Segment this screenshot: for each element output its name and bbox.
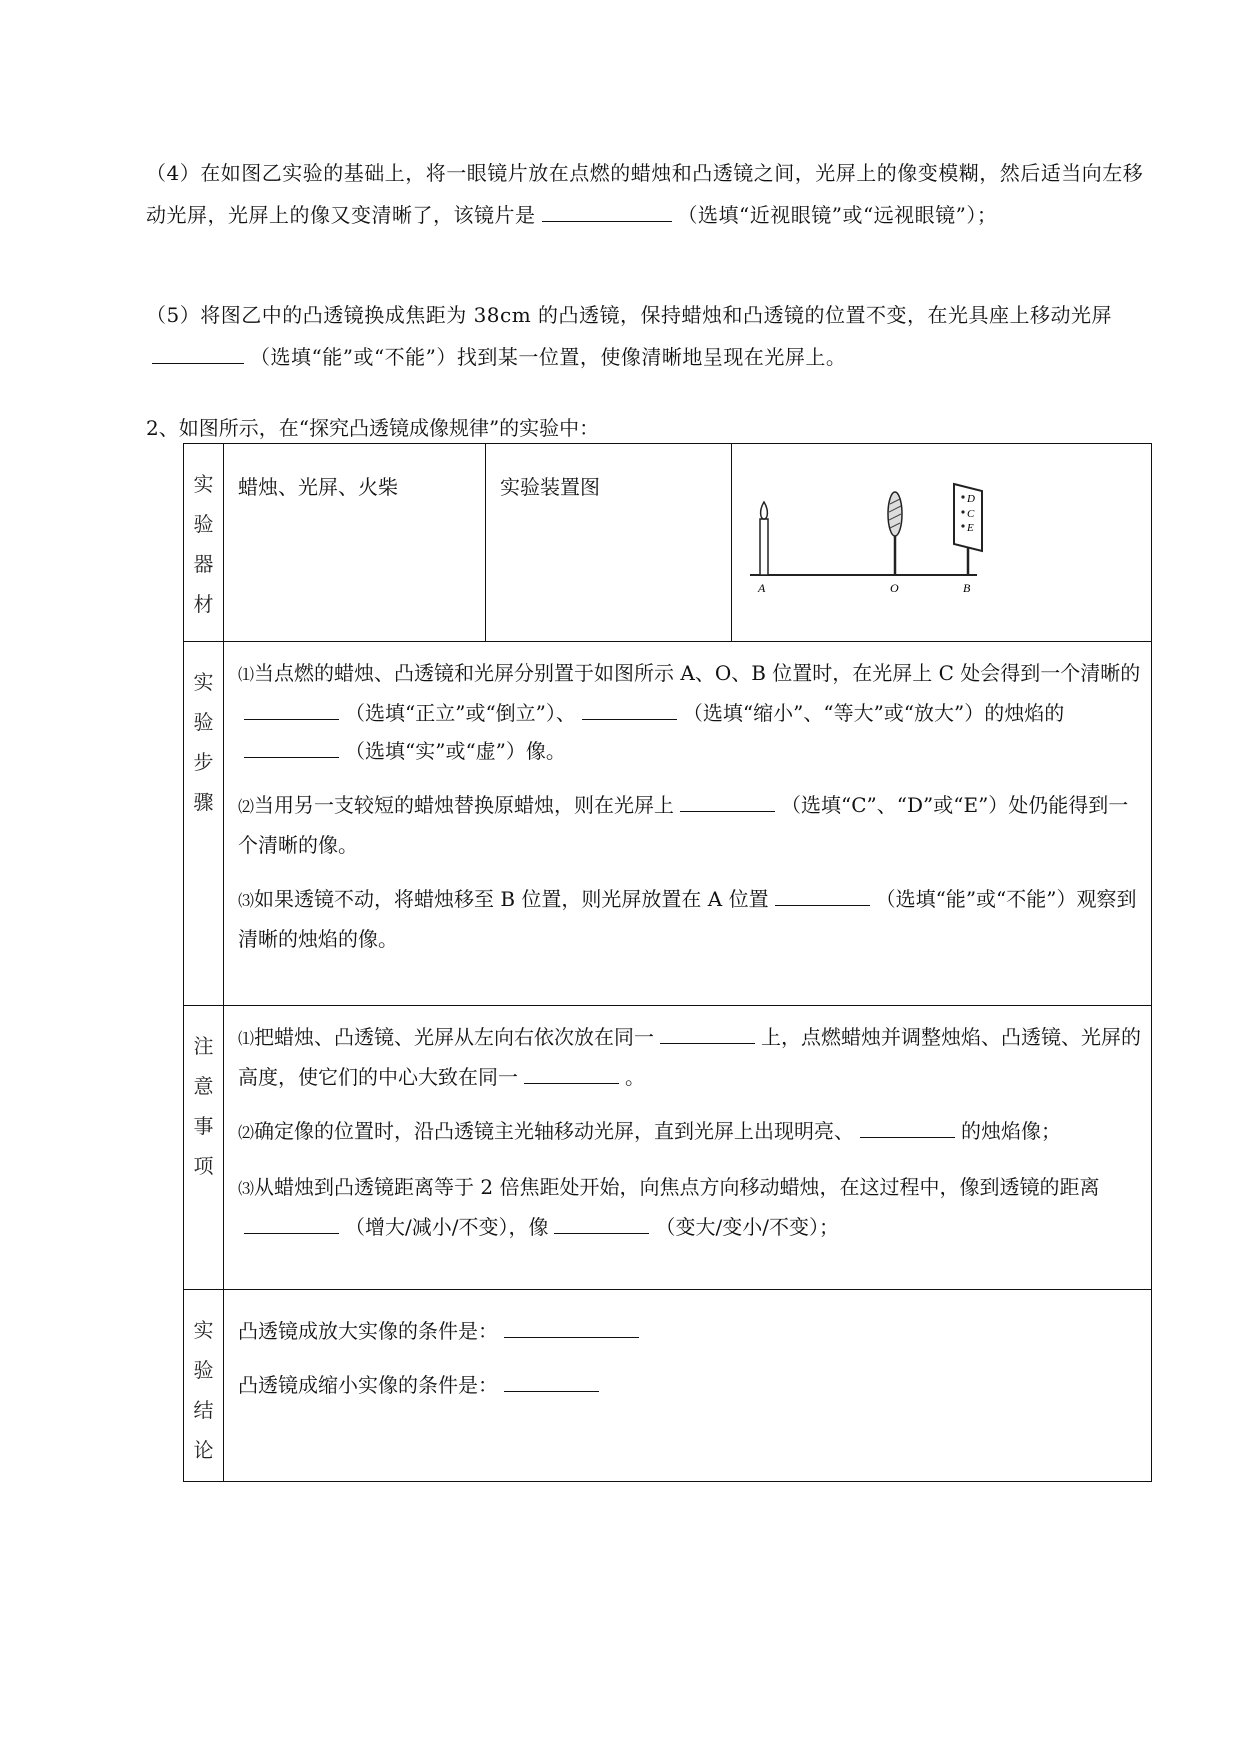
row-head-materials: 实 验 器 材 [184,444,224,642]
question-5-text: （5）将图乙中的凸透镜换成焦距为 38cm 的凸透镜，保持蜡烛和凸透镜的位置不变，在光具座上移动光屏 [146,303,1113,327]
label-c: C [967,508,975,520]
conclusion-1: 凸透镜成放大实像的条件是： [238,1312,1141,1350]
answer-blank-step1-c[interactable] [244,733,339,758]
note-3: ⑶从蜡烛到凸透镜距离等于 2 倍焦距处开始，向焦点方向移动蜡烛，在这过程中，像到透镜的距离（增大/减小/不变），像 （变大/变小/不变）； [238,1175,1100,1239]
conclusion-cell [224,1290,1152,1482]
note-2: ⑵确定像的位置时，沿凸透镜主光轴移动光屏，直到光屏上出现明亮、 的烛焰像； [238,1112,1141,1152]
note-1: ⑴把蜡烛、凸透镜、光屏从左向右依次放在同一 上，点燃蜡烛并调整烛焰、凸透镜、光屏的高度，使它们的中心大致在同一 。 [238,1018,1141,1096]
step-2: ⑵当用另一支较短的蜡烛替换原蜡烛，则在光屏上 （选填“C”、“D”或“E”）处仍能得到一个清晰的像。 [238,786,1141,864]
steps-cell [224,642,1152,1006]
answer-blank-step1-a[interactable] [244,695,339,720]
label-b: B [963,581,971,595]
question-4-text-tail: （选填“近视眼镜”或“远视眼镜”）； [677,203,998,227]
row-materials [184,444,1152,642]
label-e: E [967,522,974,534]
answer-blank-note3-b[interactable] [554,1209,649,1234]
step-1: ⑴当点燃的蜡烛、凸透镜和光屏分别置于如图所示 A、O、B 位置时，在光屏上 C 处会得到一个清晰的（选填“正立”或“倒立”）、 （选填“缩小”、“等大”或“放大”）的烛焰的（选填“实”或“虚”）像。 [238,661,1141,763]
row-steps [184,642,1152,1006]
question-5 [146,294,1146,378]
step-3: ⑶如果透镜不动，将蜡烛移至 B 位置，则光屏放置在 A 位置 （选填“能”或“不能”）观察到清晰的烛焰的像。 [238,880,1141,958]
device-label: 实验装置图 [500,475,600,499]
question-5-text-tail: （选填“能”或“不能”）找到某一位置，使像清晰地呈现在光屏上。 [250,345,847,369]
answer-blank-note1-a[interactable] [660,1019,755,1044]
question-2-title: 2、如图所示，在“探究凸透镜成像规律”的实验中： [146,416,600,440]
answer-blank-5[interactable] [152,339,244,364]
answer-blank-note3-a[interactable] [244,1209,339,1234]
device-figure-cell [732,444,1152,642]
materials-text: 蜡烛、光屏、火柴 [238,475,398,499]
row-notes [184,1006,1152,1290]
label-a: A [758,581,766,595]
question-4-text: （4）在如图乙实验的基础上，将一眼镜片放在点燃的蜡烛和凸透镜之间，光屏上的像变模糊，然后适当向左移动光屏，光屏上的像又变清晰了，该镜片是 [146,161,1144,227]
row-conclusion [184,1290,1152,1482]
answer-blank-note1-b[interactable] [524,1059,619,1084]
answer-blank-step1-b[interactable] [582,695,677,720]
row-head-steps: 实 验 步 骤 [184,642,224,1006]
answer-blank-step3[interactable] [775,881,870,906]
device-label-cell [486,444,732,642]
answer-blank-conclusion2[interactable] [504,1367,599,1392]
answer-blank-4[interactable] [542,197,672,222]
label-d: D [967,493,975,505]
materials-cell [224,444,486,642]
conclusion-2: 凸透镜成缩小实像的条件是： [238,1366,1141,1404]
optical-bench-figure [732,444,1152,636]
label-o: O [890,581,899,595]
answer-blank-step2[interactable] [680,787,775,812]
question-4 [146,152,1146,236]
row-head-conclusion: 实 验 结 论 [184,1290,224,1482]
candle [760,519,768,575]
row-head-notes: 注 意 事 项 [184,1006,224,1290]
candle-flame [761,502,768,519]
notes-cell [224,1006,1152,1290]
answer-blank-note2[interactable] [860,1113,955,1138]
answer-blank-conclusion1[interactable] [504,1313,639,1338]
experiment-table [183,443,1152,1482]
